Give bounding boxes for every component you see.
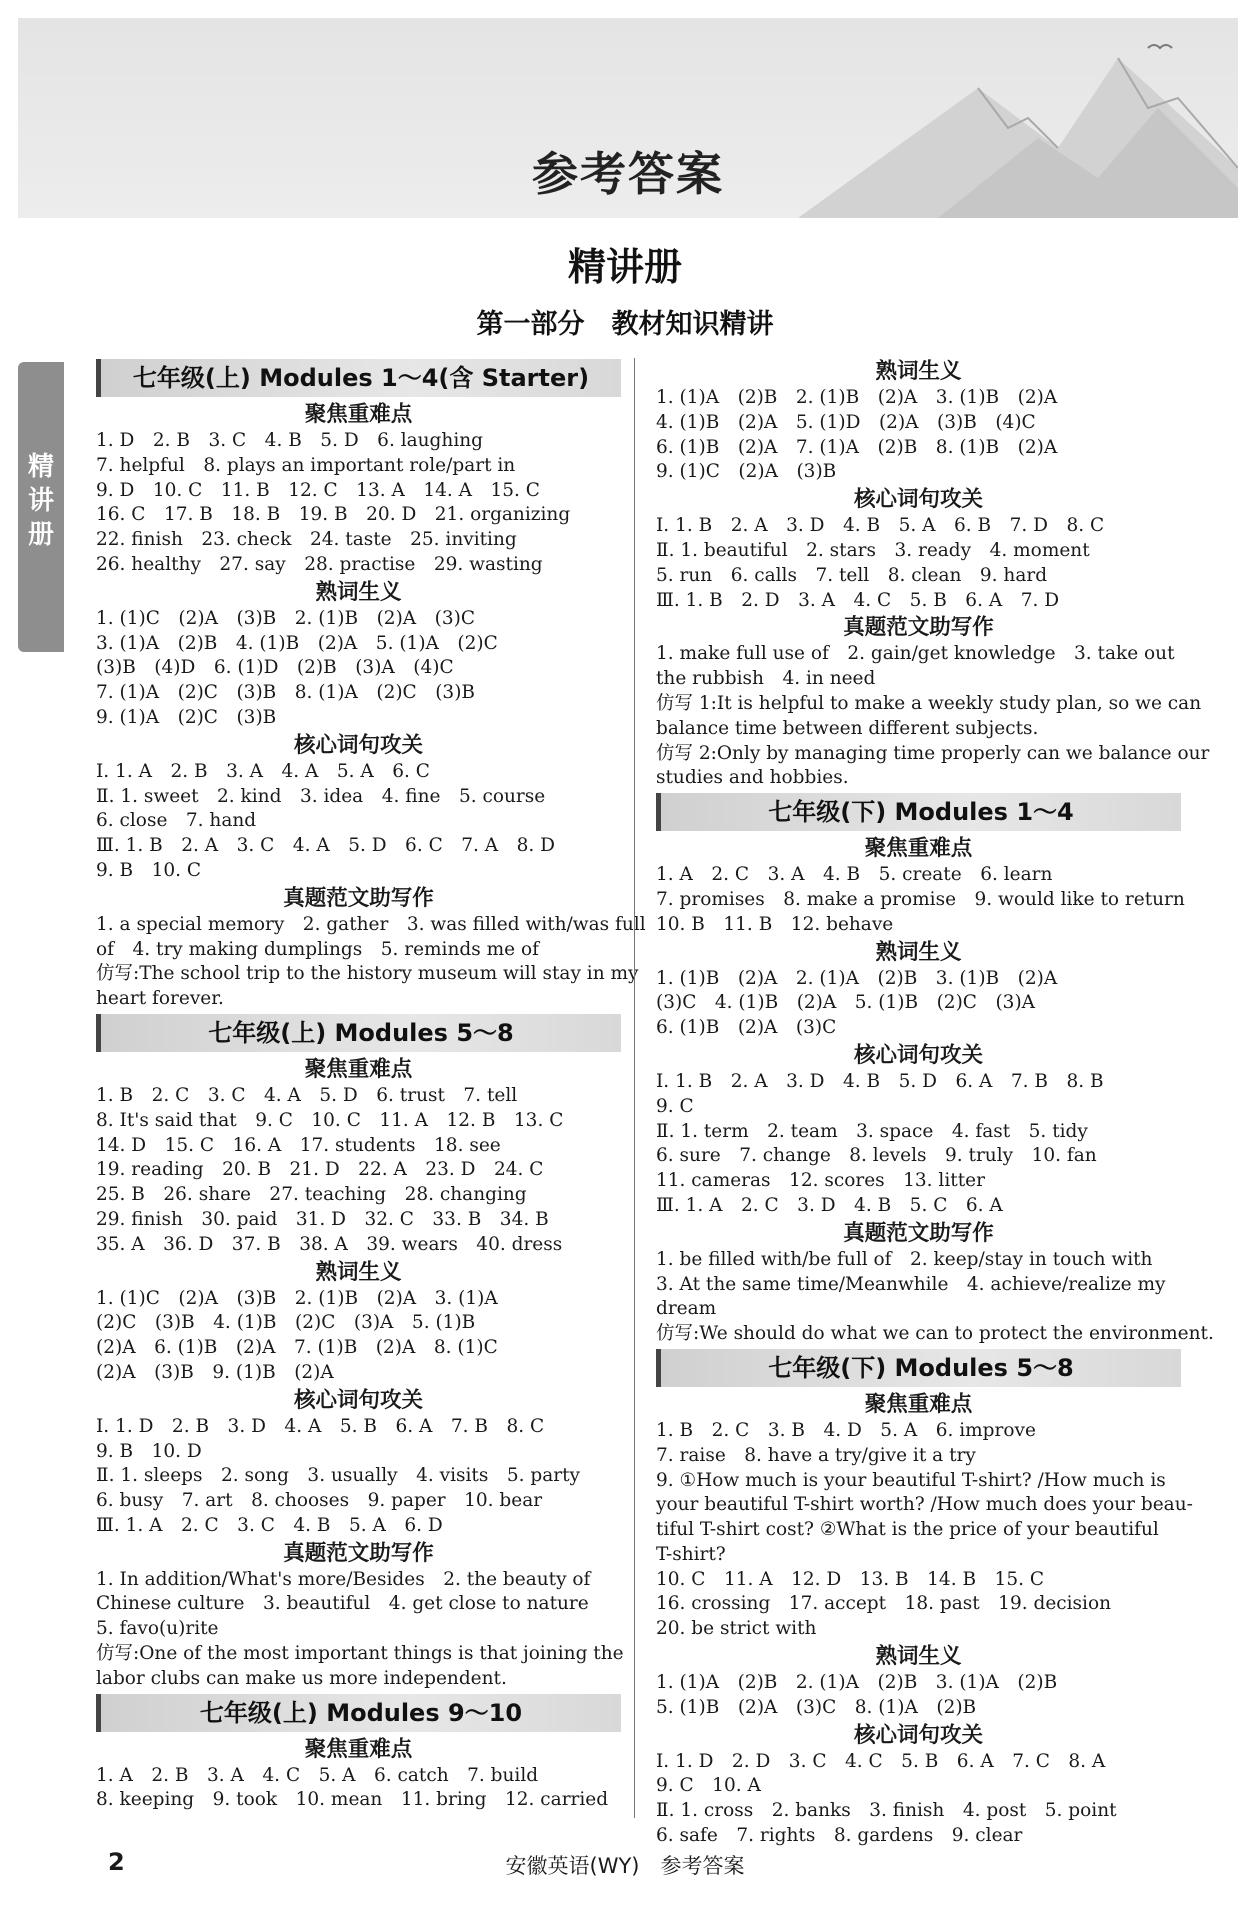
answer-line: 9. B 10. C bbox=[96, 859, 202, 881]
section-heading: 聚焦重难点 bbox=[304, 1736, 413, 1762]
answer-line: Ⅰ. 1. B 2. A 3. D 4. B 5. A 6. B 7. D 8. C bbox=[656, 515, 1105, 537]
answer-line: studies and hobbies. bbox=[656, 767, 849, 789]
section-heading: 核心词句攻关 bbox=[293, 732, 423, 758]
section-heading: 熟词生义 bbox=[315, 579, 402, 605]
answer-line: Ⅲ. 1. B 2. A 3. C 4. A 5. D 6. C 7. A 8. D bbox=[96, 835, 556, 857]
answer-line: 3. At the same time/Meanwhile 4. achieve/realize my bbox=[656, 1273, 1166, 1295]
answer-line: 仿写 1:It is helpful to make a weekly study plan, so we can bbox=[656, 692, 1202, 714]
answer-line: 19. reading 20. B 21. D 22. A 23. D 24. C bbox=[96, 1159, 544, 1181]
answer-line: 6. close 7. hand bbox=[96, 810, 257, 832]
answer-line: the rubbish 4. in need bbox=[656, 668, 876, 690]
answer-line: 6. busy 7. art 8. chooses 9. paper 10. bear bbox=[96, 1490, 543, 1512]
answer-line: 26. healthy 27. say 28. practise 29. wasting bbox=[96, 553, 543, 575]
section-heading: 真题范文助写作 bbox=[283, 1540, 434, 1566]
answer-line: dream bbox=[656, 1298, 717, 1320]
answer-line: Ⅰ. 1. A 2. B 3. A 4. A 5. A 6. C bbox=[96, 760, 430, 782]
section-heading: 真题范文助写作 bbox=[843, 615, 994, 641]
section-heading: 真题范文助写作 bbox=[843, 1220, 994, 1246]
answer-line: 7. (1)A (2)C (3)B 8. (1)A (2)C (3)B bbox=[96, 682, 476, 704]
answer-line: 5. (1)B (2)A (3)C 8. (1)A (2)B bbox=[656, 1696, 977, 1718]
section-heading: 聚焦重难点 bbox=[304, 402, 413, 427]
answer-line: 6. sure 7. change 8. levels 9. truly 10. fan bbox=[656, 1145, 1097, 1167]
answer-line: 4. (1)B (2)A 5. (1)D (2)A (3)B (4)C bbox=[656, 411, 1036, 433]
answer-line: 9. B 10. D bbox=[96, 1440, 202, 1462]
answer-line: 1. A 2. B 3. A 4. C 5. A 6. catch 7. build bbox=[96, 1764, 539, 1786]
answer-line: 9. (1)A (2)C (3)B bbox=[96, 706, 277, 728]
answer-line: 9. D 10. C 11. B 12. C 13. A 14. A 15. C bbox=[96, 479, 540, 501]
section-heading: 聚焦重难点 bbox=[864, 1391, 973, 1417]
answer-line: 1. B 2. C 3. C 4. A 5. D 6. trust 7. tell bbox=[96, 1084, 518, 1106]
section-heading: 核心词句攻关 bbox=[853, 1042, 983, 1068]
book-title: 精讲册 bbox=[567, 245, 682, 289]
answer-line: Ⅱ. 1. term 2. team 3. space 4. fast 5. tidy bbox=[656, 1120, 1088, 1142]
answer-line: 14. D 15. C 16. A 17. students 18. see bbox=[96, 1134, 501, 1156]
left-column bbox=[96, 357, 646, 1813]
answer-line: (2)A 6. (1)B (2)A 7. (1)B (2)A 8. (1)C bbox=[96, 1337, 498, 1359]
answer-line: Ⅲ. 1. A 2. C 3. D 4. B 5. C 6. A bbox=[656, 1194, 1003, 1216]
answer-line: 5. favo(u)rite bbox=[96, 1618, 219, 1640]
answer-line: 仿写:One of the most important things is that joining the bbox=[96, 1643, 624, 1665]
answer-line: Ⅱ. 1. beautiful 2. stars 3. ready 4. moment bbox=[656, 539, 1090, 561]
part-title: 第一部分 教材知识精讲 bbox=[476, 309, 774, 340]
right-column bbox=[656, 357, 1214, 1849]
answer-line: 8. keeping 9. took 10. mean 11. bring 12. carried bbox=[96, 1789, 609, 1811]
answer-line: 仿写 2:Only by managing time properly can we balance our bbox=[656, 742, 1210, 764]
answer-line: Ⅱ. 1. cross 2. banks 3. finish 4. post 5. point bbox=[656, 1800, 1117, 1822]
answer-line: Ⅲ. 1. B 2. D 3. A 4. C 5. B 6. A 7. D bbox=[656, 589, 1060, 611]
answer-line: 9. C bbox=[656, 1095, 694, 1117]
section-heading: 真题范文助写作 bbox=[283, 885, 434, 911]
answer-line: 9. C 10. A bbox=[656, 1775, 761, 1797]
section-heading: 熟词生义 bbox=[875, 1644, 962, 1670]
answer-line: 10. C 11. A 12. D 13. B 14. B 15. C bbox=[656, 1568, 1045, 1590]
module-banner: 七年级(上) Modules 9～10 bbox=[96, 1694, 621, 1732]
answer-line: 1. be filled with/be full of 2. keep/stay in touch with bbox=[656, 1248, 1153, 1270]
answer-line: 1. A 2. C 3. A 4. B 5. create 6. learn bbox=[656, 864, 1053, 886]
column-divider bbox=[634, 358, 635, 1818]
answer-line: 1. D 2. B 3. C 4. B 5. D 6. laughing bbox=[96, 430, 483, 451]
answer-line: 仿写:We should do what we can to protect the environment. bbox=[656, 1323, 1214, 1345]
answer-line: 16. C 17. B 18. B 19. B 20. D 21. organizing bbox=[96, 504, 571, 526]
answer-line: 7. raise 8. have a try/give it a try bbox=[656, 1444, 976, 1466]
answer-line: 1. (1)C (2)A (3)B 2. (1)B (2)A (3)C bbox=[96, 607, 476, 629]
answer-line: labor clubs can make us more independent. bbox=[96, 1667, 507, 1689]
answer-line: Chinese culture 3. beautiful 4. get close to nature bbox=[96, 1593, 589, 1615]
module-banner: 七年级(上) Modules 1～4(含 Starter) bbox=[96, 359, 621, 397]
answer-line: balance time between different subjects. bbox=[656, 717, 1039, 739]
section-heading: 核心词句攻关 bbox=[293, 1387, 423, 1413]
section-heading: 聚焦重难点 bbox=[864, 836, 973, 862]
footer bbox=[0, 1848, 1250, 1878]
answer-line: 20. be strict with bbox=[656, 1618, 817, 1640]
header-banner bbox=[18, 18, 1238, 218]
answer-line: 10. B 11. B 12. behave bbox=[656, 913, 894, 935]
answer-line: 29. finish 30. paid 31. D 32. C 33. B 34. B bbox=[96, 1208, 549, 1230]
answer-line: 6. safe 7. rights 8. gardens 9. clear bbox=[656, 1825, 1023, 1847]
answer-line: 1. (1)A (2)B 2. (1)A (2)B 3. (1)A (2)B bbox=[656, 1672, 1058, 1694]
answer-line: heart forever. bbox=[96, 988, 224, 1010]
answer-line: 1. (1)B (2)A 2. (1)A (2)B 3. (1)B (2)A bbox=[656, 967, 1058, 989]
section-heading: 熟词生义 bbox=[875, 939, 962, 965]
answer-line: Ⅱ. 1. sleeps 2. song 3. usually 4. visits 5. party bbox=[96, 1465, 580, 1487]
answer-line: Ⅰ. 1. D 2. B 3. D 4. A 5. B 6. A 7. B 8. C bbox=[96, 1415, 545, 1437]
section-heading: 聚焦重难点 bbox=[304, 1056, 413, 1082]
answer-line: Ⅰ. 1. B 2. A 3. D 4. B 5. D 6. A 7. B 8. B bbox=[656, 1070, 1104, 1092]
answer-line: Ⅲ. 1. A 2. C 3. C 4. B 5. A 6. D bbox=[96, 1514, 443, 1536]
footer-text: 安徽英语(WY) 参考答案 bbox=[505, 1854, 745, 1878]
answer-line: (3)C 4. (1)B (2)A 5. (1)B (2)C (3)A bbox=[656, 992, 1036, 1014]
answer-line: Ⅱ. 1. sweet 2. kind 3. idea 4. fine 5. course bbox=[96, 785, 546, 807]
answer-line: 11. cameras 12. scores 13. litter bbox=[656, 1170, 985, 1192]
answer-line: 6. (1)B (2)A (3)C bbox=[656, 1017, 837, 1039]
page-number: 2 bbox=[108, 1848, 125, 1876]
answer-line: (2)C (3)B 4. (1)B (2)C (3)A 5. (1)B bbox=[96, 1312, 476, 1334]
section-heading: 熟词生义 bbox=[315, 1259, 402, 1285]
module-banner: 七年级(上) Modules 5～8 bbox=[96, 1014, 621, 1052]
answer-line: 7. helpful 8. plays an important role/part in bbox=[96, 454, 516, 476]
section-heading: 熟词生义 bbox=[875, 359, 962, 384]
answer-line: 35. A 36. D 37. B 38. A 39. wears 40. dress bbox=[96, 1233, 563, 1255]
banner-title: 参考答案 bbox=[532, 147, 724, 201]
answer-line: of 4. try making dumplings 5. reminds me of bbox=[96, 938, 539, 960]
section-heading: 核心词句攻关 bbox=[853, 1722, 983, 1748]
answer-line: 1. (1)A (2)B 2. (1)B (2)A 3. (1)B (2)A bbox=[656, 387, 1058, 408]
answer-line: 1. (1)C (2)A (3)B 2. (1)B (2)A 3. (1)A bbox=[96, 1287, 498, 1309]
answer-line: 3. (1)A (2)B 4. (1)B (2)A 5. (1)A (2)C bbox=[96, 632, 498, 654]
side-tab-label: 精 讲 册 bbox=[27, 452, 54, 550]
section-heading: 核心词句攻关 bbox=[853, 487, 983, 513]
answer-line: (2)A (3)B 9. (1)B (2)A bbox=[96, 1361, 334, 1383]
module-banner: 七年级(下) Modules 5～8 bbox=[656, 1349, 1181, 1387]
answer-line: 1. a special memory 2. gather 3. was filled with/was full bbox=[96, 913, 646, 935]
answer-line: 8. It's said that 9. C 10. C 11. A 12. B 13. C bbox=[96, 1109, 564, 1131]
answer-line: Ⅰ. 1. D 2. D 3. C 4. C 5. B 6. A 7. C 8. A bbox=[656, 1750, 1106, 1772]
answer-line: 16. crossing 17. accept 18. past 19. decision bbox=[656, 1593, 1112, 1615]
answer-line: 1. In addition/What's more/Besides 2. the beauty of bbox=[96, 1568, 591, 1590]
answer-line: 7. promises 8. make a promise 9. would like to return bbox=[656, 888, 1185, 910]
answer-line: 1. make full use of 2. gain/get knowledge 3. take out bbox=[656, 643, 1175, 665]
answer-line: 9. ①How much is your beautiful T-shirt? /How much is bbox=[656, 1469, 1166, 1491]
answer-line: 仿写:The school trip to the history museum will stay in my bbox=[96, 963, 639, 985]
answer-line: (3)B (4)D 6. (1)D (2)B (3)A (4)C bbox=[96, 657, 454, 679]
answer-line: T-shirt? bbox=[656, 1543, 726, 1565]
answer-line: 6. (1)B (2)A 7. (1)A (2)B 8. (1)B (2)A bbox=[656, 436, 1058, 458]
answer-line: 9. (1)C (2)A (3)B bbox=[656, 461, 837, 483]
answer-line: 1. B 2. C 3. B 4. D 5. A 6. improve bbox=[656, 1419, 1036, 1441]
answer-line: your beautiful T-shirt worth? /How much does your beau- bbox=[656, 1494, 1193, 1516]
answer-line: 25. B 26. share 27. teaching 28. changing bbox=[96, 1184, 527, 1206]
answer-line: 22. finish 23. check 24. taste 25. inviting bbox=[96, 529, 517, 551]
answer-line: tiful T-shirt cost? ②What is the price of your beautiful bbox=[656, 1519, 1159, 1541]
answer-line: 5. run 6. calls 7. tell 8. clean 9. hard bbox=[656, 564, 1048, 586]
module-banner: 七年级(下) Modules 1～4 bbox=[656, 793, 1181, 831]
